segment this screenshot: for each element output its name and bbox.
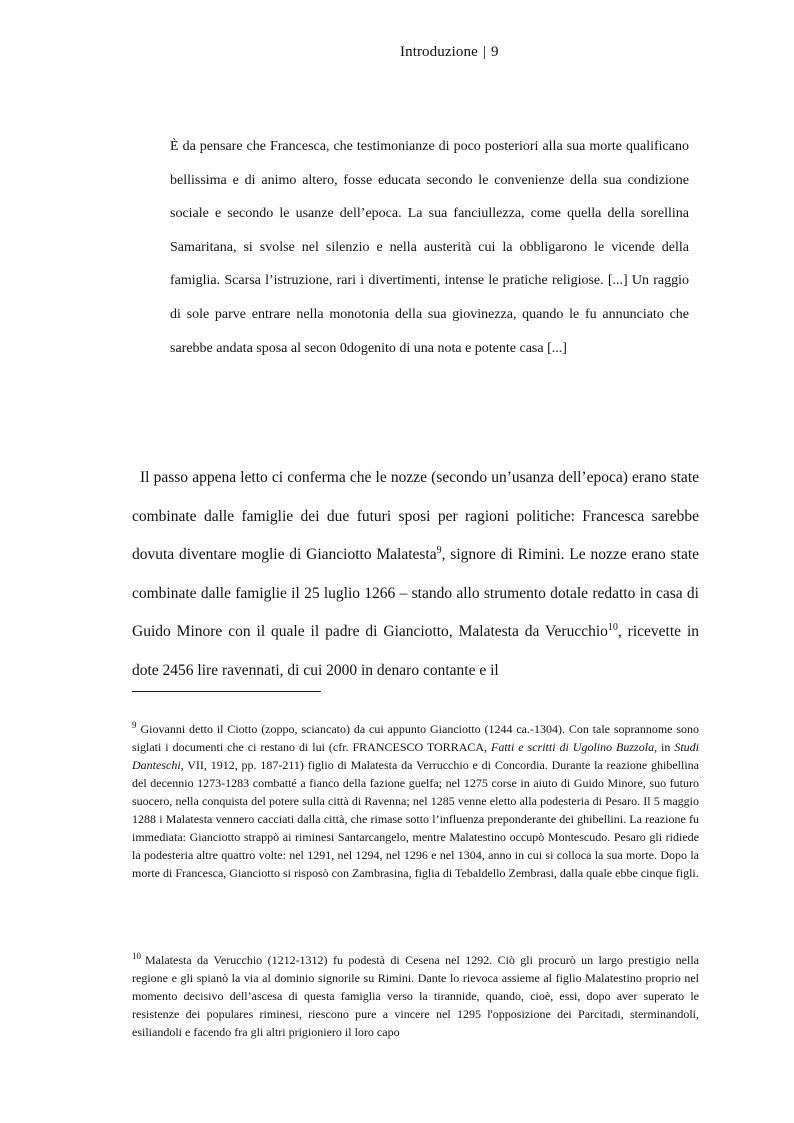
- footnote-9-text-a: Giovanni detto il Ciotto (zoppo, sciancato) da cui appunto Gianciotto (1244 ca.-1304). Con tale soprannome sono siglati i documenti che ci restano di lui (cfr. FRANCESCO TORRACA,: [132, 722, 699, 754]
- body-paragraph: [132, 459, 699, 691]
- footnote-9-mark: 9: [132, 720, 137, 730]
- footnote-10-text: [132, 951, 699, 1041]
- footnote-10: [132, 951, 699, 1041]
- running-header: [400, 44, 530, 61]
- header-section-title: Introduzione: [400, 44, 478, 60]
- footnote-10-body: Malatesta da Verucchio (1212-1312) fu podestà di Cesena nel 1292. Ciò gli procurò un largo prestigio nella regione e gli spianò la via al dominio signorile su Rimini. Dante lo rievoca assieme al figlio Malatestino proprio nel momento decisivo dell’ascesa di questa famiglia verso la tirannide, quando, cioè, essi, dopo aver superato le resistenze dei populares riminesi, riescono pure a vincere nel 1295 l'opposizione dei Parcitadi, sterminandoli, esiliandoli e facendo fra gli altri prigioniero il loro capo: [132, 953, 699, 1039]
- body-text-part-1: Il passo appena letto ci conferma che le nozze (secondo un’usanza dell’epoca) erano state combinate dalle famiglie dei due futuri sposi per ragioni politiche: Francesca sarebbe dovuta diventare moglie di Gianciotto Malatesta: [132, 469, 699, 564]
- quote-paragraph: È da pensare che Francesca, che testimonianze di poco posteriori alla sua morte qualificano bellissima e di animo altero, fosse educata secondo le convenienze della sua condizione sociale e secondo le usanze dell’epoca. La sua fanciullezza, come quella della sorellina Samaritana, si svolse nel silenzio e nella austerità cui la obbligarono le vicende della famiglia. Scarsa l’istruzione, rari i divertimenti, intense le pratiche religiose. [...] Un raggio di sole parve entrare nella monotonia della sua giovinezza, quando le fu annunciato che sarebbe andata sposa al secon 0dogenito di una nota e potente casa [...]: [170, 139, 689, 356]
- footnote-ref-10[interactable]: 10: [607, 622, 618, 634]
- footnote-9-title-a: Fatti e scritti di Ugolino Buzzola: [490, 740, 655, 754]
- footnote-9-text-c: , VII, 1912, pp. 187-211) figlio di Malatesta da Verrucchio e di Concordia. Durante la reazione ghibellina del decennio 1273-1283 combatté a fianco della fazione guelfa; nel 1275 corse in aiuto di Guido Minore, suo futuro suocero, nella conquista del potere sulla città di Ravenna; nel 1285 venne eletto alla podesteria di Pesaro. Il 5 maggio 1288 i Malatesta vennero cacciati dalla città, che rimase sotto l’influenza preponderante dei ghibellini. La reazione fu immediata: Gianciotto strappò ai riminesi Santarcangelo, mentre Malatestino occupò Montescudo. Pesaro gli ridiede la podesteria altre quattro volte: nel 1291, nel 1294, nel 1296 e nel 1304, anno in cui si colloca la sua morte. Dopo la morte di Francesca, Gianciotto si risposò con Zambrasina, figlia di Tebaldello Zembrasi, dalla quale ebbe cinque figli.: [132, 758, 699, 880]
- footnote-9-text-b: , in: [654, 740, 671, 754]
- footnote-ref-9[interactable]: 9: [436, 545, 442, 557]
- footnote-10-mark: 10: [132, 951, 141, 961]
- footnote-9: [132, 720, 699, 882]
- footnote-separator-rule: [132, 691, 321, 692]
- body-text-part-3: , ricevette in dote 2456 lire ravennati, di cui 2000 in denaro contante e il: [132, 623, 700, 679]
- header-separator: |: [482, 44, 486, 60]
- header-page-number: 9: [490, 44, 499, 60]
- body-text: [132, 459, 699, 691]
- body-text-part-2: , signore di Rimini. Le nozze erano state combinate dalle famiglie il 25 luglio 1266 – stando allo strumento dotale redatto in casa di Guido Minore con il quale il padre di Gianciotto, Malatesta da Verucchio: [132, 546, 700, 641]
- block-quote: [170, 130, 689, 365]
- footnote-9-title-b: Studi Danteschi: [132, 740, 699, 772]
- footnote-9-text: [132, 720, 699, 882]
